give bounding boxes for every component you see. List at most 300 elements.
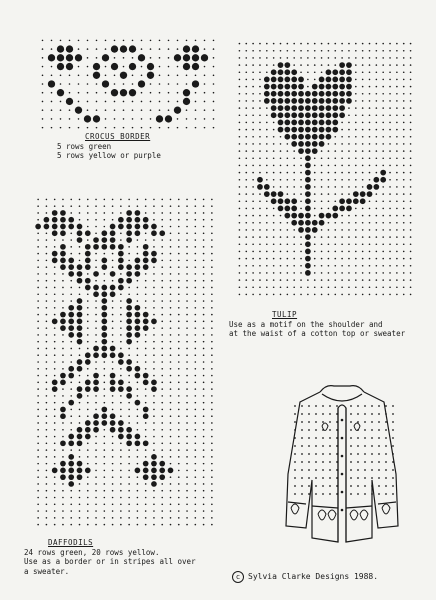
daffodil-stitch-empty xyxy=(211,503,213,505)
daffodil-stitch-empty xyxy=(95,503,97,505)
crocus-stitch-empty xyxy=(78,40,80,42)
daffodil-stitch-empty xyxy=(178,307,180,309)
crocus-line-1: 5 rows green xyxy=(57,141,112,151)
daffodil-stitch-empty xyxy=(195,266,197,268)
tulip-stitch-empty xyxy=(239,157,241,159)
tulip-stitch-empty xyxy=(287,172,289,174)
tulip-stitch-filled xyxy=(312,141,318,147)
daffodil-stitch-empty xyxy=(153,341,155,343)
tulip-stitch-filled xyxy=(312,148,318,154)
daffodil-stitch-empty xyxy=(104,476,106,478)
daffodil-stitch-empty xyxy=(46,463,48,465)
tulip-stitch-filled xyxy=(319,98,325,104)
daffodil-stitch-filled xyxy=(101,291,107,297)
daffodil-stitch-empty xyxy=(153,524,155,526)
daffodil-stitch-filled xyxy=(77,427,83,433)
daffodil-stitch-filled xyxy=(85,278,91,284)
tulip-stitch-empty xyxy=(252,93,254,95)
daffodil-stitch-empty xyxy=(178,354,180,356)
tulip-stitch-filled xyxy=(339,112,345,118)
tulip-stitch-empty xyxy=(245,122,247,124)
tulip-stitch-empty xyxy=(348,265,350,267)
daffodil-stitch-empty xyxy=(95,470,97,472)
tulip-stitch-empty xyxy=(287,258,289,260)
crocus-stitch-empty xyxy=(87,40,89,42)
tulip-stitch-empty xyxy=(389,251,391,253)
tulip-stitch-empty xyxy=(389,186,391,188)
tulip-stitch-empty xyxy=(362,165,364,167)
tulip-stitch-empty xyxy=(259,107,261,109)
tulip-stitch-empty xyxy=(396,100,398,102)
tulip-stitch-empty xyxy=(334,136,336,138)
sweater-motif-dot xyxy=(308,461,310,463)
tulip-stitch-empty xyxy=(239,172,241,174)
daffodil-stitch-empty xyxy=(104,443,106,445)
daffodil-stitch-empty xyxy=(54,436,56,438)
tulip-stitch-empty xyxy=(252,243,254,245)
daffodil-stitch-empty xyxy=(178,327,180,329)
daffodil-stitch-empty xyxy=(37,395,39,397)
sweater-motif-dot xyxy=(315,485,317,487)
daffodil-stitch-filled xyxy=(101,264,107,270)
daffodil-stitch-empty xyxy=(211,436,213,438)
daffodil-stitch-empty xyxy=(112,314,114,316)
daffodil-stitch-empty xyxy=(37,205,39,207)
tulip-stitch-empty xyxy=(300,172,302,174)
daffodil-stitch-empty xyxy=(161,260,163,262)
daffodil-stitch-empty xyxy=(112,476,114,478)
daffodil-stitch-empty xyxy=(79,354,81,356)
daffodil-stitch-empty xyxy=(54,476,56,478)
crocus-stitch-empty xyxy=(96,127,98,129)
tulip-stitch-filled xyxy=(339,198,345,204)
crocus-stitch-empty xyxy=(168,66,170,68)
daffodil-stitch-empty xyxy=(170,260,172,262)
crocus-stitch-empty xyxy=(213,92,215,94)
daffodil-stitch-empty xyxy=(46,497,48,499)
daffodil-stitch-filled xyxy=(143,373,149,379)
sweater-motif-dot xyxy=(329,477,331,479)
tulip-stitch-filled xyxy=(298,84,304,90)
daffodil-stitch-empty xyxy=(37,503,39,505)
daffodil-stitch-empty xyxy=(161,429,163,431)
crocus-stitch-empty xyxy=(159,109,161,111)
daffodil-stitch-empty xyxy=(161,212,163,214)
daffodil-stitch-empty xyxy=(211,300,213,302)
daffodil-stitch-empty xyxy=(120,409,122,411)
crocus-stitch-empty xyxy=(123,101,125,103)
daffodil-stitch-empty xyxy=(161,266,163,268)
daffodil-stitch-filled xyxy=(101,298,107,304)
daffodil-stitch-empty xyxy=(70,382,72,384)
sweater-motif-dot xyxy=(371,429,373,431)
crocus-stitch-empty xyxy=(105,92,107,94)
daffodil-stitch-empty xyxy=(203,212,205,214)
tulip-stitch-empty xyxy=(321,258,323,260)
tulip-stitch-filled xyxy=(305,213,311,219)
tulip-stitch-empty xyxy=(287,150,289,152)
daffodil-stitch-filled xyxy=(126,339,132,345)
tulip-stitch-empty xyxy=(287,272,289,274)
tulip-stitch-filled xyxy=(332,69,338,75)
sweater-motif-dot xyxy=(364,429,366,431)
daffodil-stitch-empty xyxy=(46,415,48,417)
tulip-stitch-empty xyxy=(355,150,357,152)
tulip-stitch-empty xyxy=(376,258,378,260)
daffodil-stitch-empty xyxy=(37,463,39,465)
daffodil-stitch-empty xyxy=(87,395,89,397)
tulip-stitch-empty xyxy=(341,294,343,296)
crocus-stitch-empty xyxy=(60,118,62,120)
tulip-stitch-empty xyxy=(287,243,289,245)
daffodil-stitch-empty xyxy=(203,456,205,458)
tulip-stitch-empty xyxy=(259,79,261,81)
daffodil-stitch-empty xyxy=(195,226,197,228)
daffodil-stitch-empty xyxy=(70,429,72,431)
tulip-stitch-filled xyxy=(291,91,297,97)
tulip-stitch-empty xyxy=(355,258,357,260)
sweater-motif-dot xyxy=(392,493,394,495)
daffodil-stitch-empty xyxy=(95,517,97,519)
sweater-motif-dot xyxy=(308,429,310,431)
daffodil-stitch-empty xyxy=(62,449,64,451)
tulip-stitch-empty xyxy=(389,179,391,181)
tulip-stitch-empty xyxy=(348,193,350,195)
daffodil-stitch-filled xyxy=(126,224,132,230)
daffodil-stitch-empty xyxy=(170,415,172,417)
daffodil-stitch-empty xyxy=(153,327,155,329)
tulip-stitch-empty xyxy=(252,179,254,181)
daffodil-stitch-empty xyxy=(161,205,163,207)
tulip-stitch-filled xyxy=(284,213,290,219)
daffodil-stitch-empty xyxy=(62,395,64,397)
tulip-stitch-empty xyxy=(314,200,316,202)
tulip-stitch-empty xyxy=(321,150,323,152)
tulip-stitch-empty xyxy=(300,57,302,59)
daffodil-stitch-empty xyxy=(70,212,72,214)
tulip-stitch-empty xyxy=(362,229,364,231)
tulip-stitch-empty xyxy=(376,93,378,95)
crocus-stitch-empty xyxy=(105,118,107,120)
tulip-stitch-empty xyxy=(280,236,282,238)
daffodil-stitch-empty xyxy=(211,260,213,262)
tulip-stitch-empty xyxy=(259,243,261,245)
tulip-stitch-empty xyxy=(239,150,241,152)
daffodil-stitch-empty xyxy=(186,463,188,465)
daffodil-stitch-empty xyxy=(95,205,97,207)
crocus-stitch-empty xyxy=(87,127,89,129)
daffodil-stitch-empty xyxy=(178,415,180,417)
daffodil-stitch-filled xyxy=(68,271,74,277)
daffodil-stitch-filled xyxy=(85,244,91,250)
daffodil-stitch-filled xyxy=(110,237,116,243)
sweater-motif-dot xyxy=(336,429,338,431)
crocus-stitch-empty xyxy=(132,118,134,120)
crocus-stitch-filled xyxy=(138,80,145,87)
tulip-stitch-empty xyxy=(334,143,336,145)
crocus-stitch-empty xyxy=(60,74,62,76)
daffodil-stitch-empty xyxy=(37,199,39,201)
tulip-stitch-filled xyxy=(305,155,311,161)
daffodil-stitch-empty xyxy=(128,382,130,384)
crocus-stitch-empty xyxy=(132,57,134,59)
daffodil-stitch-empty xyxy=(186,348,188,350)
tulip-stitch-empty xyxy=(362,172,364,174)
tulip-stitch-empty xyxy=(280,243,282,245)
tulip-stitch-empty xyxy=(382,251,384,253)
daffodil-stitch-empty xyxy=(120,321,122,323)
sweater-motif-dot xyxy=(385,461,387,463)
daffodil-stitch-empty xyxy=(178,409,180,411)
tulip-stitch-empty xyxy=(389,122,391,124)
daffodil-stitch-empty xyxy=(37,212,39,214)
tulip-stitch-empty xyxy=(334,179,336,181)
tulip-stitch-empty xyxy=(396,150,398,152)
tulip-stitch-empty xyxy=(252,251,254,253)
daffodil-stitch-filled xyxy=(101,352,107,358)
daffodil-stitch-filled xyxy=(52,258,58,264)
tulip-stitch-empty xyxy=(321,57,323,59)
tulip-stitch-empty xyxy=(293,150,295,152)
daffodil-stitch-empty xyxy=(46,334,48,336)
tulip-stitch-empty xyxy=(355,229,357,231)
tulip-stitch-empty xyxy=(314,236,316,238)
tulip-stitch-filled xyxy=(312,84,318,90)
tulip-stitch-empty xyxy=(300,286,302,288)
tulip-stitch-empty xyxy=(403,129,405,131)
tulip-stitch-empty xyxy=(245,107,247,109)
daffodil-stitch-empty xyxy=(46,348,48,350)
daffodil-stitch-filled xyxy=(126,271,132,277)
tulip-stitch-filled xyxy=(339,98,345,104)
tulip-stitch-empty xyxy=(396,50,398,52)
daffodil-stitch-empty xyxy=(120,470,122,472)
tulip-stitch-empty xyxy=(266,136,268,138)
daffodil-stitch-filled xyxy=(93,237,99,243)
tulip-stitch-empty xyxy=(245,200,247,202)
daffodil-stitch-empty xyxy=(170,280,172,282)
crocus-chart-grid xyxy=(38,36,218,132)
daffodil-stitch-empty xyxy=(161,354,163,356)
tulip-stitch-filled xyxy=(312,134,318,140)
tulip-stitch-empty xyxy=(362,122,364,124)
tulip-stitch-empty xyxy=(355,179,357,181)
daffodil-stitch-empty xyxy=(203,354,205,356)
daffodil-stitch-filled xyxy=(60,258,66,264)
daffodil-stitch-empty xyxy=(112,409,114,411)
daffodil-stitch-empty xyxy=(37,476,39,478)
daffodil-stitch-filled xyxy=(126,427,132,433)
daffodil-stitch-empty xyxy=(161,341,163,343)
tulip-stitch-empty xyxy=(348,50,350,52)
tulip-stitch-empty xyxy=(403,43,405,45)
daffodil-stitch-empty xyxy=(70,395,72,397)
sweater-motif-dot xyxy=(364,437,366,439)
tulip-stitch-empty xyxy=(273,50,275,52)
daffodil-stitch-filled xyxy=(60,251,66,257)
daffodil-stitch-empty xyxy=(54,443,56,445)
daffodil-stitch-empty xyxy=(87,321,89,323)
tulip-stitch-empty xyxy=(403,215,405,217)
daffodil-stitch-filled xyxy=(77,434,83,440)
crocus-stitch-empty xyxy=(51,109,53,111)
daffodil-stitch-empty xyxy=(104,503,106,505)
sweater-motif-dot xyxy=(378,429,380,431)
sweater-motif-dot xyxy=(385,405,387,407)
crocus-caption xyxy=(57,132,161,161)
tulip-stitch-empty xyxy=(410,294,412,296)
tulip-stitch-filled xyxy=(298,213,304,219)
daffodil-stitch-filled xyxy=(77,278,83,284)
tulip-stitch-filled xyxy=(319,84,325,90)
tulip-stitch-empty xyxy=(348,279,350,281)
tulip-stitch-empty xyxy=(259,100,261,102)
daffodil-stitch-empty xyxy=(70,199,72,201)
daffodil-stitch-empty xyxy=(153,219,155,221)
daffodil-stitch-empty xyxy=(186,199,188,201)
daffodil-stitch-empty xyxy=(161,199,163,201)
crocus-stitch-empty xyxy=(114,57,116,59)
crocus-stitch-empty xyxy=(51,101,53,103)
daffodil-stitch-empty xyxy=(153,517,155,519)
tulip-stitch-empty xyxy=(273,43,275,45)
crocus-stitch-empty xyxy=(105,48,107,50)
tulip-stitch-empty xyxy=(273,243,275,245)
daffodil-stitch-empty xyxy=(87,503,89,505)
crocus-stitch-empty xyxy=(51,66,53,68)
daffodil-stitch-empty xyxy=(178,388,180,390)
daffodil-stitch-empty xyxy=(70,503,72,505)
daffodil-stitch-empty xyxy=(37,388,39,390)
daffodil-stitch-empty xyxy=(153,422,155,424)
tulip-stitch-empty xyxy=(280,165,282,167)
daffodil-stitch-empty xyxy=(104,483,106,485)
daffodil-stitch-empty xyxy=(37,293,39,295)
sweater-motif-dot xyxy=(308,477,310,479)
sweater-motif-dot xyxy=(392,461,394,463)
crocus-stitch-empty xyxy=(69,40,71,42)
daffodil-stitch-empty xyxy=(37,368,39,370)
tulip-stitch-empty xyxy=(328,172,330,174)
tulip-stitch-empty xyxy=(239,236,241,238)
daffodil-stitch-empty xyxy=(37,456,39,458)
tulip-stitch-empty xyxy=(376,64,378,66)
crocus-stitch-filled xyxy=(183,45,190,52)
daffodil-stitch-empty xyxy=(87,334,89,336)
daffodil-stitch-empty xyxy=(161,246,163,248)
daffodil-stitch-empty xyxy=(186,260,188,262)
daffodil-stitch-empty xyxy=(195,232,197,234)
sweater-motif-dot xyxy=(371,405,373,407)
tulip-stitch-empty xyxy=(321,193,323,195)
daffodil-stitch-empty xyxy=(161,273,163,275)
tulip-stitch-empty xyxy=(369,265,371,267)
tulip-stitch-empty xyxy=(273,272,275,274)
daffodil-stitch-empty xyxy=(54,429,56,431)
tulip-stitch-empty xyxy=(355,215,357,217)
tulip-stitch-empty xyxy=(376,193,378,195)
tulip-stitch-empty xyxy=(369,107,371,109)
daffodil-stitch-empty xyxy=(161,253,163,255)
tulip-stitch-empty xyxy=(252,186,254,188)
daffodil-stitch-empty xyxy=(186,409,188,411)
daffodil-stitch-empty xyxy=(104,219,106,221)
daffodil-stitch-empty xyxy=(120,476,122,478)
daffodil-stitch-filled xyxy=(68,373,74,379)
daffodil-stitch-empty xyxy=(211,456,213,458)
daffodil-stitch-empty xyxy=(120,510,122,512)
crocus-stitch-empty xyxy=(132,109,134,111)
daffodil-stitch-empty xyxy=(170,314,172,316)
daffodil-stitch-empty xyxy=(178,239,180,241)
daffodil-stitch-empty xyxy=(128,470,130,472)
tulip-stitch-empty xyxy=(287,251,289,253)
sweater-motif-dot xyxy=(371,421,373,423)
tulip-stitch-empty xyxy=(410,215,412,217)
daffodil-stitch-filled xyxy=(93,427,99,433)
daffodil-stitch-empty xyxy=(186,205,188,207)
tulip-stitch-empty xyxy=(410,272,412,274)
tulip-stitch-empty xyxy=(287,57,289,59)
tulip-stitch-empty xyxy=(252,286,254,288)
daffodil-stitch-empty xyxy=(46,253,48,255)
daffodil-stitch-empty xyxy=(95,510,97,512)
daffodil-stitch-empty xyxy=(170,388,172,390)
daffodil-stitch-filled xyxy=(60,224,66,230)
crocus-stitch-empty xyxy=(195,40,197,42)
tulip-stitch-empty xyxy=(266,229,268,231)
daffodil-stitch-filled xyxy=(110,224,116,230)
tulip-stitch-empty xyxy=(266,57,268,59)
tulip-stitch-empty xyxy=(410,229,412,231)
crocus-stitch-empty xyxy=(195,109,197,111)
tulip-stitch-empty xyxy=(334,236,336,238)
daffodil-stitch-empty xyxy=(37,449,39,451)
tulip-stitch-empty xyxy=(245,272,247,274)
tulip-stitch-empty xyxy=(321,229,323,231)
tulip-stitch-empty xyxy=(369,172,371,174)
daffodil-stitch-empty xyxy=(120,449,122,451)
tulip-stitch-empty xyxy=(239,86,241,88)
sweater-motif-dot xyxy=(301,485,303,487)
daffodil-stitch-filled xyxy=(101,230,107,236)
tulip-stitch-empty xyxy=(348,150,350,152)
tulip-stitch-empty xyxy=(396,129,398,131)
tulip-stitch-empty xyxy=(389,100,391,102)
tulip-stitch-empty xyxy=(259,50,261,52)
tulip-stitch-empty xyxy=(376,107,378,109)
daffodil-stitch-empty xyxy=(95,402,97,404)
tulip-stitch-filled xyxy=(298,127,304,133)
crocus-stitch-empty xyxy=(204,66,206,68)
crocus-stitch-empty xyxy=(60,101,62,103)
tulip-stitch-filled xyxy=(278,62,284,68)
tulip-stitch-empty xyxy=(376,222,378,224)
daffodil-stitch-empty xyxy=(120,463,122,465)
tulip-stitch-filled xyxy=(284,198,290,204)
daffodil-stitch-empty xyxy=(54,334,56,336)
daffodil-stitch-empty xyxy=(153,395,155,397)
daffodil-stitch-empty xyxy=(203,287,205,289)
crocus-stitch-empty xyxy=(114,40,116,42)
daffodil-stitch-filled xyxy=(60,210,66,216)
tulip-stitch-empty xyxy=(259,64,261,66)
daffodil-stitch-empty xyxy=(37,266,39,268)
tulip-stitch-empty xyxy=(382,258,384,260)
daffodil-stitch-empty xyxy=(170,510,172,512)
daffodil-stitch-filled xyxy=(151,481,157,487)
daffodil-stitch-empty xyxy=(170,199,172,201)
